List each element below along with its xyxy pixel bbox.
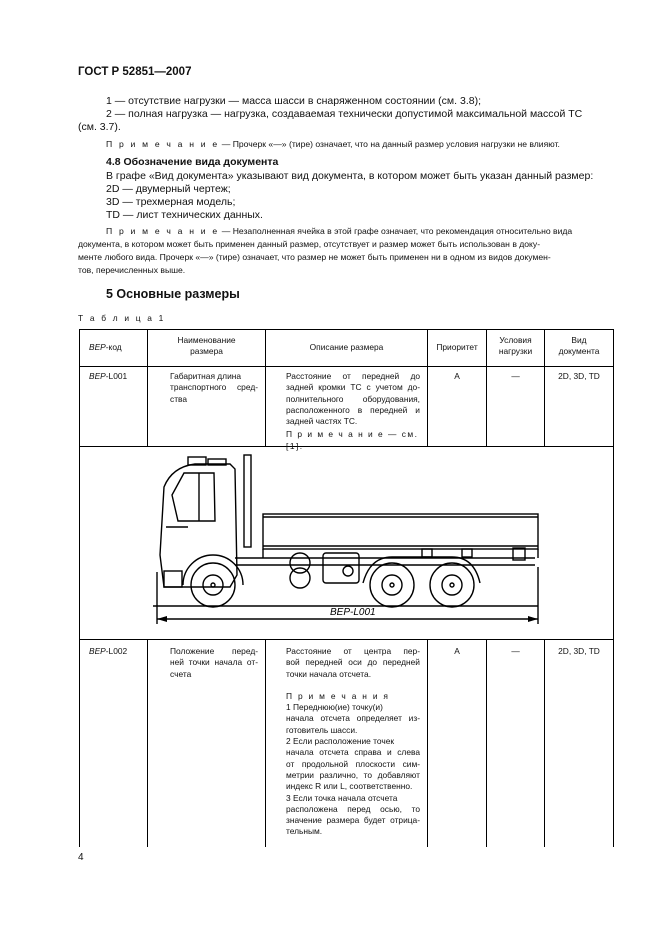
row1-priority: A [454, 371, 460, 381]
load-item-1: 1 — отсутствие нагрузки — масса шасси в снаряженном состоянии (см. 3.8); [106, 95, 481, 107]
row2-note-line: от продольной плоскости сим- [286, 758, 420, 769]
row1-code-prefix: ВЕР [89, 371, 106, 381]
header-name-line: Наименование [177, 335, 236, 345]
row2-note-line: готовитель шасси. [286, 724, 358, 735]
header-name-line: размера [190, 346, 223, 357]
row1-desc-line: полнительного оборудования, [286, 393, 420, 404]
row2-code-suffix: -L002 [105, 646, 128, 656]
row2-note-line: значение размера будет отрица- [286, 815, 420, 826]
section-4-8-line: 3D — трехмерная модель; [106, 196, 236, 208]
row1-desc-line: расположенного в передней и [286, 404, 420, 415]
row1-code [89, 371, 127, 382]
row2-code-prefix: ВЕР [89, 646, 106, 656]
header-load [487, 335, 544, 358]
header-code-prefix: ВЕР [89, 342, 106, 352]
row1-desc-line: Расстояние от передней до [286, 371, 420, 381]
page-number: 4 [78, 852, 84, 863]
row1-doc: 2D, 3D, TD [558, 371, 600, 381]
header-desc: Описание размера [309, 342, 384, 352]
table-row-rule [79, 639, 614, 640]
row1-name-line: Габаритная длина [170, 371, 242, 381]
note-2 [106, 225, 572, 238]
row2-name-line: ней точки начала от- [170, 657, 258, 668]
table-col-rule [427, 639, 428, 847]
header-doc-line: документа [558, 346, 600, 357]
truck-dimension-figure [80, 447, 613, 639]
row2-name-line: Положение перед- [170, 646, 258, 656]
note-2-line: документа, в котором может быть применен данный размер, отсутствует и размер может быть использован в доку- [78, 239, 541, 249]
header-code-suffix: -код [105, 342, 122, 352]
row2-note-line: индекс R или L, соответственно. [286, 781, 413, 792]
row2-desc [286, 646, 420, 838]
section-4-8-line: TD — лист технических данных. [106, 209, 263, 221]
table-col-rule [265, 639, 266, 847]
row2-note-line: метрии различно, то добавляют [286, 769, 420, 780]
row1-desc-line: задней частях ТС. [286, 416, 358, 427]
row1-desc [286, 371, 420, 452]
header-load-line: нагрузки [498, 346, 533, 357]
cargo-body-icon [263, 514, 538, 549]
header-doc-line: Вид [571, 335, 587, 345]
header-priority: Приоритет [436, 342, 478, 352]
wheel-rear-2-icon [430, 563, 474, 607]
row2-note-line: начала отсчета справа и слева [286, 747, 420, 758]
row2-note-line: тельным. [286, 826, 323, 837]
row2-notes-title: П р и м е ч а н и я [286, 690, 390, 701]
row2-note-line: расположена перед осью, то [286, 803, 420, 814]
row2-note-line: начала отсчета определяет из- [286, 713, 420, 724]
row2-desc-line: вой передней оси до передней [286, 657, 420, 668]
note-1 [106, 138, 560, 151]
note-2-line: тов, перечисленных выше. [78, 265, 186, 275]
header-load-line: Условия [499, 335, 532, 345]
note-2-label: П р и м е ч а н и е [106, 226, 220, 236]
row2-desc-line: точки начала отсчета. [286, 668, 372, 679]
row2-doc: 2D, 3D, TD [558, 646, 600, 656]
table-col-rule [544, 639, 545, 847]
table-header-rule [79, 366, 614, 367]
row1-load: — [511, 371, 520, 381]
header-name [148, 335, 265, 358]
table-border-top [79, 329, 614, 330]
exhaust-stack-icon [244, 455, 251, 547]
table-col-rule [147, 639, 148, 847]
row2-load: — [511, 646, 520, 656]
table-caption: Т а б л и ц а 1 [78, 313, 166, 323]
row1-name [170, 371, 258, 405]
dimension-label: ВЕР-L001 [330, 607, 376, 618]
row2-name [170, 646, 258, 680]
row2-note-line: 2 Если расположение точек [286, 736, 395, 747]
row1-name-line: ства [170, 393, 188, 404]
wheel-front-icon [191, 563, 235, 607]
table-col-rule [486, 639, 487, 847]
row2-priority: A [454, 646, 460, 656]
header-code [89, 342, 122, 353]
row2-desc-line: Расстояние от центра пер- [286, 646, 420, 656]
note-2-line: менте любого вида. Прочерк «—» (тире) означает, что размер не может быть применен ни в одном из видов докумен- [78, 252, 551, 262]
row2-note-line: 1 Переднюю(ие) точку(и) [286, 702, 383, 713]
section-4-8-line: В графе «Вид документа» указывают вид документа, в котором может быть указан данный размер: [106, 170, 594, 182]
row2-name-line: счета [170, 668, 192, 679]
section-5-title: 5 Основные размеры [106, 287, 240, 301]
load-item-2-cont: (см. 3.7). [78, 121, 121, 133]
note-1-label: П р и м е ч а н и е [106, 139, 220, 149]
wheel-rear-1-icon [370, 563, 414, 607]
row1-desc-line: задней кромки ТС с учетом до- [286, 382, 420, 393]
header-doc [545, 335, 613, 358]
row1-name-line: транспортного сред- [170, 382, 258, 393]
table-border-right [613, 329, 614, 847]
cab-window-icon [172, 473, 215, 521]
note-2-text: — Незаполненная ячейка в этой графе означает, что рекомендация относительно вида [219, 226, 573, 236]
row2-code [89, 646, 127, 657]
load-item-2: 2 — полная нагрузка — нагрузка, создаваемая технически допустимой максимальной массой ТС [106, 108, 583, 120]
row2-note-line: 3 Если точка начала отсчета [286, 792, 398, 803]
note-1-text: — Прочерк «—» (тире) означает, что на данный размер условия нагрузки не влияют. [219, 139, 560, 149]
section-4-8-title: 4.8 Обозначение вида документа [106, 156, 279, 168]
section-4-8-line: 2D — двумерный чертеж; [106, 183, 231, 195]
row1-note: П р и м е ч а н и е — см. [1]. [286, 429, 419, 451]
page-header: ГОСТ Р 52851—2007 [78, 66, 192, 78]
row1-code-suffix: -L001 [105, 371, 128, 381]
